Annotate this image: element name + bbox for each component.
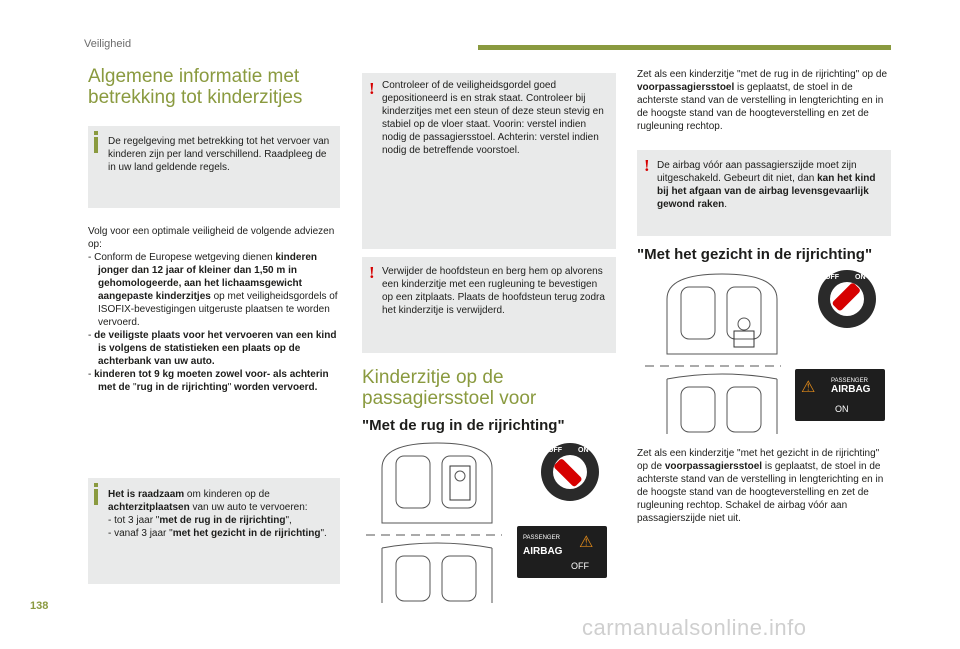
header-bar xyxy=(478,45,891,50)
subtitle-forward-facing: "Met het gezicht in de rijrichting" xyxy=(637,246,873,263)
info-icon xyxy=(94,489,98,505)
warning-box-airbag: ! De airbag vóór aan passagierszijde moet zijn uitgeschakeld. Gebeurt dit niet, dan kan het kind bij het afgaan van de airbag levensgevaarlijk gewond raken. xyxy=(637,150,891,236)
advice-item-2: - de veiligste plaats voor het vervoeren van een kind is volgens de statistieken een plaats op de achterbank van uw auto. xyxy=(88,330,337,367)
passenger-airbag-icon: ⚠ xyxy=(801,379,816,396)
passenger-airbag-icon: ⚠ xyxy=(579,534,594,551)
info-box-regulations: De regelgeving met betrekking tot het vervoer van kinderen zijn per land verschillend. Raadpleeg de in uw land geldende regels. xyxy=(88,126,340,208)
column-front-seat xyxy=(362,73,616,608)
subtitle-rear-facing: "Met de rug in de rijrichting" xyxy=(362,417,565,434)
warning-icon: ! xyxy=(369,79,375,98)
title-general-info: Algemene informatie met betrekking tot kinderzitjes xyxy=(88,66,303,108)
page-number: 138 xyxy=(30,600,49,612)
paragraph-rear-facing: Zet als een kinderzitje "met de rug in de rijrichting" op de voorpassagiersstoel is geplaatst, de stoel in de achterste stand van de verstelling in lengterichting en in de hoogste stand van de hoogteverstelling en zet de rugleuning rechtop. xyxy=(637,69,888,132)
recommendation-item-2: - vanaf 3 jaar "met het gezicht in de rijrichting". xyxy=(108,528,327,539)
warning-box-belt: ! Controleer of de veiligheidsgordel goed gepositioneerd is en strak staat. Controleer bij kinderzitjes met een steun of deze steun stevig en stabiel op de vloer staat. Voorin: verstel indien nodig de passagiersstoel. Achterin: verstel indien nodig de betreffende voorstoel. xyxy=(362,73,616,249)
advice-item-3: - kinderen tot 9 kg moeten zowel voor- als achterin met de "rug in de rijrichting" worden vervoerd. xyxy=(88,369,329,393)
info-box-recommendation: Het is raadzaam om kinderen op de achterzitplaatsen van uw auto te vervoeren: - tot 3 jaar "met de rug in de rijrichting", - vanaf 3 jaar "met het gezicht in de rijrichting". xyxy=(88,478,340,584)
advice-intro: Volg voor een optimale veiligheid de volgende adviezen op: xyxy=(88,226,335,250)
info-icon xyxy=(94,137,98,153)
title-front-seat: Kinderzitje op de passagiersstoel voor xyxy=(362,367,537,409)
watermark: carmanualsonline.info xyxy=(582,615,807,640)
warning-box-headrest: ! Verwijder de hoofdsteun en berg hem op alvorens een kinderzitje met een rugleuning te bevestigen op een zitplaats. Plaats de hoofdsteun terug zodra het kinderzitje is verwijderd. xyxy=(362,257,616,353)
warning-icon: ! xyxy=(644,156,650,175)
recommendation-item-1: - tot 3 jaar "met de rug in de rijrichting", xyxy=(108,515,292,526)
column-forward-facing xyxy=(637,68,891,525)
illustration-forward-facing xyxy=(637,269,891,439)
airbag-indicator-off: PASSENGER AIRBAG ⚠ OFF xyxy=(517,526,607,578)
advice-item-1: - Conform de Europese wetgeving dienen kinderen jonger dan 12 jaar of kleiner dan 1,50 m in gehomologeerde, aan het lichaamsgewicht aangepaste kinderzitjes op met veiligheidsgordels of ISOFIX-bevestigingen uitgeruste plaatsen te worden vervoerd. xyxy=(88,252,338,328)
illustration-rear-facing xyxy=(362,438,616,608)
switch-off-label: OFF xyxy=(825,274,839,281)
airbag-indicator-on: ⚠ PASSENGER AIRBAG ON xyxy=(795,369,885,421)
switch-on-label: ON xyxy=(578,447,589,454)
section-label: Veiligheid xyxy=(84,38,132,50)
switch-off-label: OFF xyxy=(548,447,562,454)
paragraph-forward-facing: Zet als een kinderzitje "met het gezicht in de rijrichting" op de voorpassagiersstoel is geplaatst, de stoel in de achterste stand van de verstelling in lengterichting en in de hoogste stand van de hoogteverstelling en zet de rugleuning rechtop. Schakel de airbag vóór aan passagierszijde niet uit. xyxy=(637,448,884,524)
switch-on-label: ON xyxy=(855,274,866,281)
column-general-info xyxy=(88,66,340,584)
warning-icon: ! xyxy=(369,263,375,282)
